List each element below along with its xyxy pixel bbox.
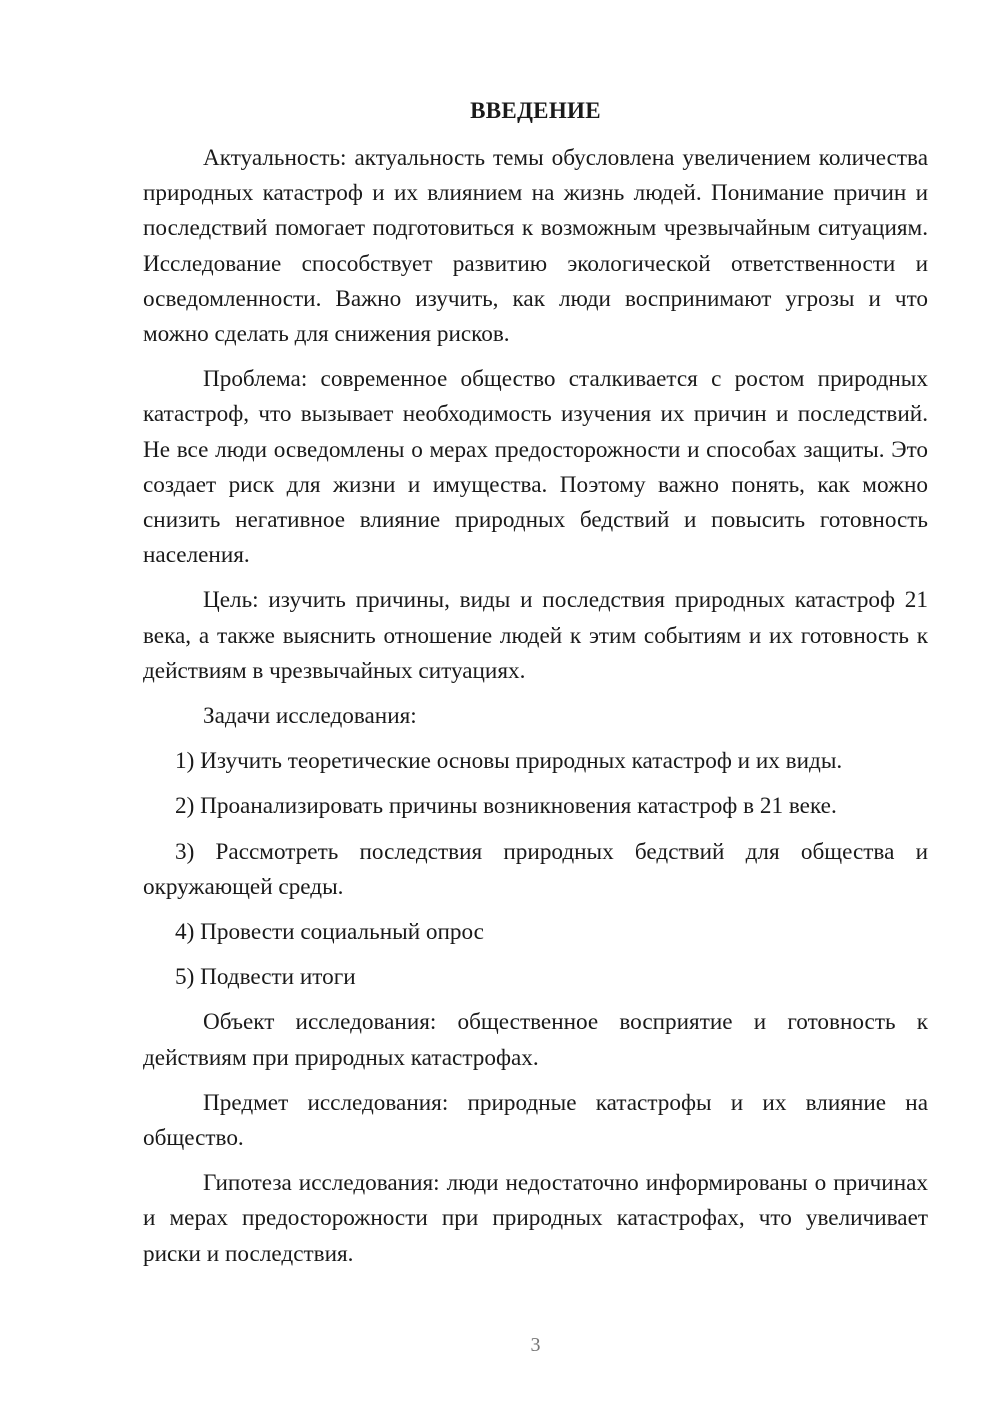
paragraph-object: Объект исследования: общественное восприятие и готовность к действиям при природных катастрофах. <box>143 1009 928 1071</box>
paragraph-subject: Предмет исследования: природные катастрофы и их влияние на общество. <box>143 1089 928 1152</box>
list-item-task-1: 1) Изучить теоретические основы природных катастроф и их виды. <box>175 748 843 775</box>
page-number: 3 <box>530 1334 541 1356</box>
section-heading: ВВЕДЕНИЕ <box>470 98 601 123</box>
paragraph-problem: Проблема: современное общество сталкивается с ростом природных катастроф, что вызывает необходимость изучения их причин и последствий. Не все люди осведомлены о мерах предосторожности и способах защиты. Это создает риск для жизни и имущества. Поэтому важно понять, как можно снизить негативное влияние природных бедствий и повысить готовность населения. <box>143 366 928 569</box>
list-item-task-2: 2) Проанализировать причины возникновения катастроф в 21 веке. <box>175 793 837 820</box>
list-item-task-3: 3) Рассмотреть последствия природных бедствий для общества и окружающей среды. <box>143 838 928 900</box>
paragraph-hypothesis: Гипотеза исследования: люди недостаточно информированы о причинах и мерах предосторожности при природных катастрофах, что увеличивает риски и последствия. <box>143 1170 928 1267</box>
paragraph-goal: Цель: изучить причины, виды и последствия природных катастроф 21 века, а также выяснить отношение людей к этим событиям и их готовность к действиям в чрезвычайных ситуациях. <box>143 587 928 684</box>
document-body <box>143 141 928 1282</box>
tasks-title: Задачи исследования: <box>203 703 417 730</box>
list-item-task-5: 5) Подвести итоги <box>175 964 356 991</box>
paragraph-relevance: Актуальность: актуальность темы обусловлена увеличением количества природных катастроф и их влиянием на жизнь людей. Понимание причин и последствий помогает подготовиться к возможным чрезвычайным ситуациям. Исследование способствует развитию экологической ответственности и осведомленности. Важно изучить, как люди воспринимают угрозы и что можно сделать для снижения рисков. <box>143 145 928 348</box>
list-item-task-4: 4) Провести социальный опрос <box>175 919 484 946</box>
